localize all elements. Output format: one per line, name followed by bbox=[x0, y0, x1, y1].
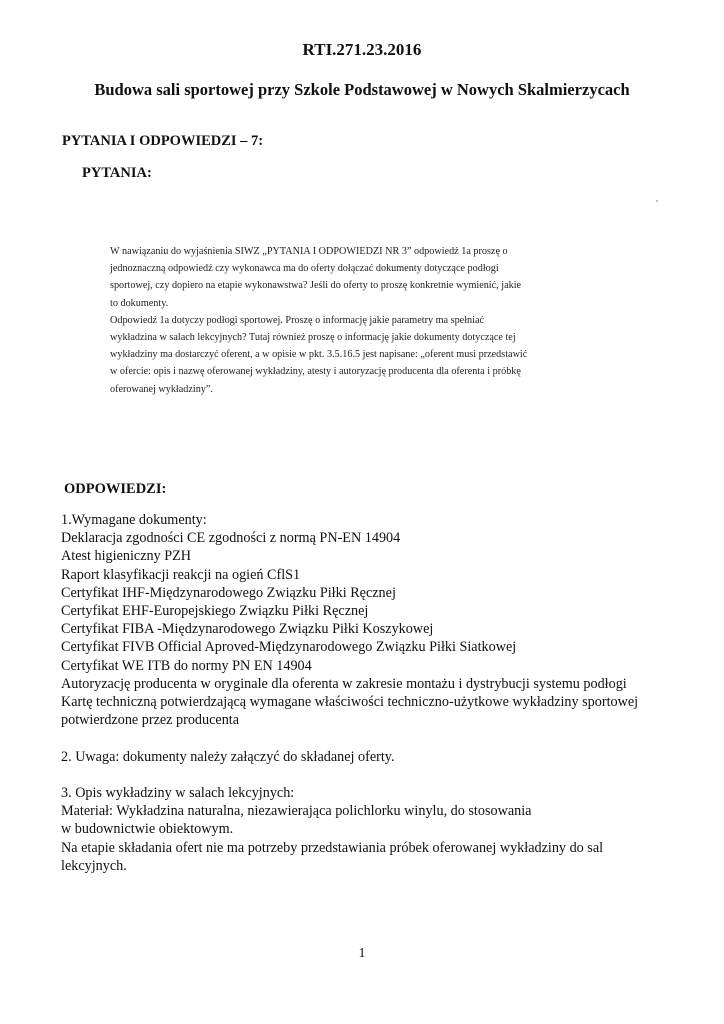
question-line: w ofercie: opis i nazwę oferowanej wykładziny, atesty i autoryzację producenta dla oferenta i próbkę bbox=[110, 366, 521, 378]
answer-line: Certyfikat IHF-Międzynarodowego Związku Piłki Ręcznej bbox=[61, 584, 396, 601]
question-line: to dokumenty. bbox=[110, 297, 169, 309]
question-line: wykładziny ma dostarczyć oferent, a w opisie w pkt. 3.5.16.5 jest napisane: „oferent musi przedstawić bbox=[110, 349, 528, 361]
document-title: Budowa sali sportowej przy Szkole Podstawowej w Nowych Skalmierzycach bbox=[94, 80, 630, 99]
scan-artifact bbox=[656, 200, 658, 202]
answer-line: Raport klasyfikacji reakcji na ogień CflS1 bbox=[61, 566, 301, 583]
paragraph-gap bbox=[61, 729, 701, 747]
page-number: 1 bbox=[358, 946, 366, 961]
answer-line: potwierdzone przez producenta bbox=[61, 712, 240, 729]
answer-line: Certyfikat FIBA -Międzynarodowego Związku Piłki Koszykowej bbox=[61, 621, 434, 638]
section-heading: PYTANIA I ODPOWIEDZI – 7: bbox=[62, 133, 264, 149]
answer-line: Certyfikat FIVB Official Aproved-Międzynarodowego Związku Piłki Siatkowej bbox=[61, 639, 517, 656]
answer-line: Autoryzację producenta w oryginale dla oferenta w zakresie montażu i dystrybucji systemu podłogi bbox=[61, 675, 627, 692]
question-scan bbox=[110, 243, 600, 398]
answer-line: 3. Opis wykładziny w salach lekcyjnych: bbox=[61, 785, 295, 802]
question-line: oferowanej wykładziny”. bbox=[110, 383, 213, 395]
question-line: Odpowiedź 1a dotyczy podłogi sportowej. Proszę o informację jakie parametry ma spełniać bbox=[110, 314, 484, 326]
answer-line: Atest higieniczny PZH bbox=[61, 548, 192, 565]
answer-line: Kartę techniczną potwierdzającą wymagane właściwości techniczno-użytkowe wykładziny sportowej bbox=[61, 694, 639, 711]
answer-line: w budownictwie obiektowym. bbox=[61, 821, 234, 838]
answer-line: Materiał: Wykładzina naturalna, niezawierająca polichlorku winylu, do stosowania bbox=[61, 803, 532, 820]
question-line: wykładzina w salach lekcyjnych? Tutaj również proszę o informację jakie dokumenty dotyczące tej bbox=[110, 332, 516, 344]
answer-line: Certyfikat EHF-Europejskiego Związku Piłki Ręcznej bbox=[61, 603, 369, 620]
answer-line: Deklaracja zgodności CE zgodności z normą PN-EN 14904 bbox=[61, 530, 401, 547]
answers-body bbox=[61, 511, 701, 875]
answers-heading: ODPOWIEDZI: bbox=[64, 481, 167, 497]
answer-line: lekcyjnych. bbox=[61, 857, 127, 874]
question-line: jednoznaczną odpowiedź czy wykonawca ma do oferty dołączać dokumenty dotyczące podłogi bbox=[110, 263, 499, 275]
question-line: W nawiązaniu do wyjaśnienia SIWZ „PYTANIA I ODPOWIEDZI NR 3” odpowiedź 1a proszę o bbox=[110, 246, 508, 257]
question-line: sportowej, czy dopiero na etapie wykonawstwa? Jeśli do oferty to proszę konkretnie wymienić, jakie bbox=[110, 280, 522, 292]
answer-line: 2. Uwaga: dokumenty należy załączyć do składanej oferty. bbox=[61, 748, 395, 765]
paragraph-gap bbox=[61, 766, 701, 784]
answer-line: Certyfikat WE ITB do normy PN EN 14904 bbox=[61, 657, 312, 674]
document-number: RTI.271.23.2016 bbox=[302, 40, 422, 59]
questions-heading: PYTANIA: bbox=[82, 165, 152, 181]
answer-line: Na etapie składania ofert nie ma potrzeby przedstawiania próbek oferowanej wykładziny do sal bbox=[61, 839, 604, 856]
answer-line: 1.Wymagane dokumenty: bbox=[61, 512, 207, 528]
